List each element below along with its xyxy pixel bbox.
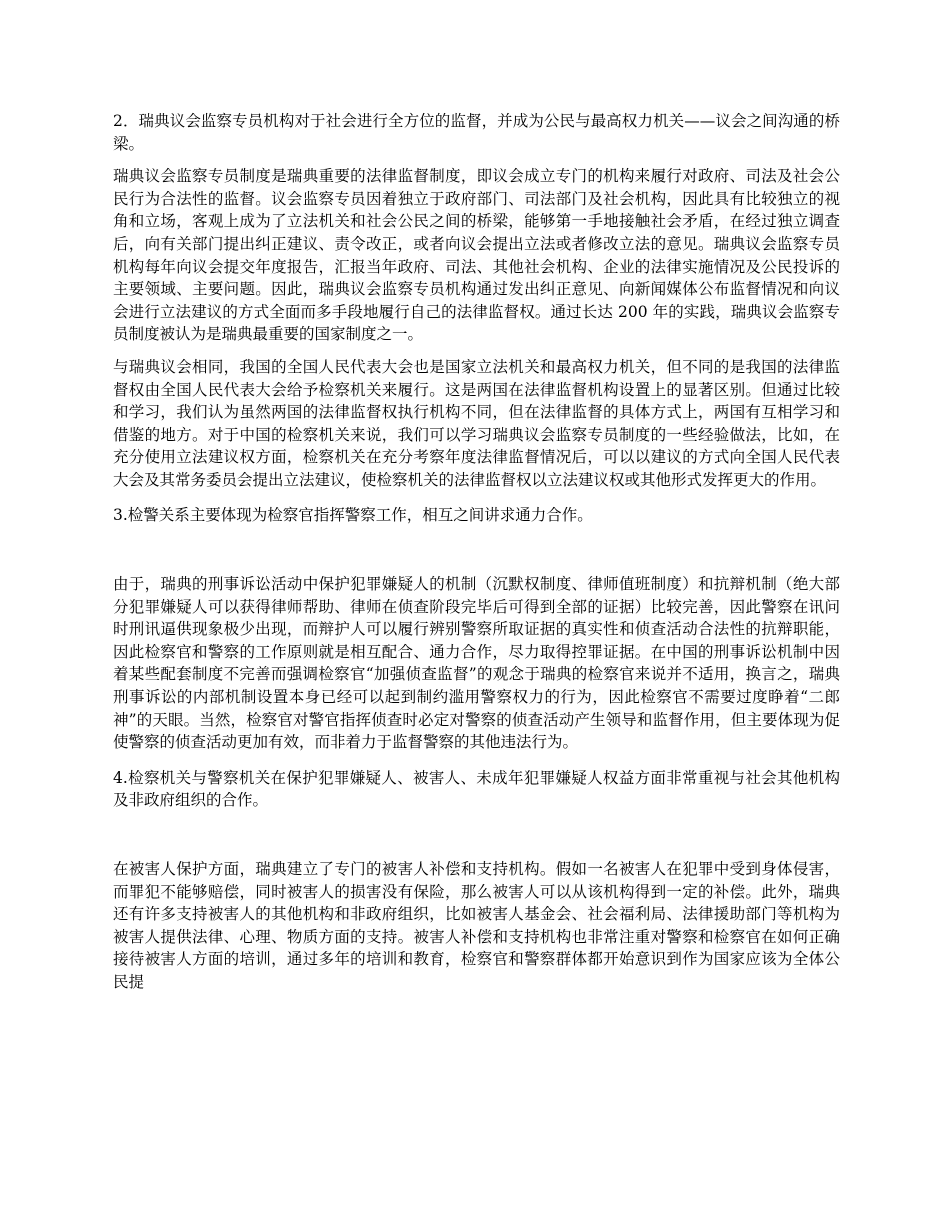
section-heading-3: 3.检警关系主要体现为检察官指挥警察工作，相互之间讲求通力合作。 bbox=[113, 505, 593, 524]
paragraph-prosecutor-police: 由于，瑞典的刑事诉讼活动中保护犯罪嫌疑人的机制（沉默权制度、律师值班制度）和抗辩机制（绝大部分犯罪嫌疑人可以获得律师帮助、律师在侦查阶段完毕后可得到全部的证据）比较完善，因此警察在讯问时刑讯逼供现象极少出现，而辩护人可以履行辨别警察所取证据的真实性和侦查活动合法性的抗辩职能，因此检察官和警察的工作原则就是相互配合、通力合作，尽力取得控罪证据。在中国的刑事诉讼机制中因着某些配套制度不完善而强调检察官“加强侦查监督”的观念于瑞典的检察官来说并不适用，换言之，瑞典刑事诉讼的内部机制设置本身已经可以起到制约滥用警察权力的行为，因此检察官不需要过度睁着“二郎神”的天眼。当然，检察官对警官指挥侦查时必定对警察的侦查活动产生领导和监督作用，但主要体现为促使警察的侦查活动更加有效，而非着力于监督警察的其他违法行为。 bbox=[113, 575, 840, 752]
paragraph-china-comparison: 与瑞典议会相同，我国的全国人民代表大会也是国家立法机关和最高权力机关，但不同的是我国的法律监督权由全国人民代表大会给予检察机关来履行。这是两国在法律监督机构设置上的显著区别。但通过比较和学习，我们认为虽然两国的法律监督权执行机构不同，但在法律监督的具体方式上，两国有互相学习和借鉴的地方。对于中国的检察机关来说，我们可以学习瑞典议会监察专员制度的一些经验做法，比如，在充分使用立法建议权方面，检察机关在充分考察年度法律监督情况后，可以以建议的方式向全国人民代表大会及其常务委员会提出立法建议，使检察机关的法律监督权以立法建议权或其他形式发挥更大的作用。 bbox=[113, 357, 840, 489]
section-heading-4: 4.检察机关与警察机关在保护犯罪嫌疑人、被害人、未成年犯罪嫌疑人权益方面非常重视与社会其他机构及非政府组织的合作。 bbox=[113, 768, 840, 810]
document-page bbox=[113, 110, 840, 994]
paragraph-ombudsman-system: 瑞典议会监察专员制度是瑞典重要的法律监督制度，即议会成立专门的机构来履行对政府、司法及社会公民行为合法性的监督。议会监察专员因着独立于政府部门、司法部门及社会机构，因此具有比较独立的视角和立场，客观上成为了立法机关和社会公民之间的桥梁，能够第一手地接触社会矛盾，在经过独立调查后，向有关部门提出纠正建议、责令改正，或者向议会提出立法或者修改立法的意见。瑞典议会监察专员机构每年向议会提交年度报告，汇报当年政府、司法、其他社会机构、企业的法律实施情况及公民投诉的主要领域、主要问题。因此，瑞典议会监察专员机构通过发出纠正意见、向新闻媒体公布监督情况和向议会进行立法建议的方式全面而多手段地履行自己的法律监督权。通过长达 200 年的实践，瑞典议会监察专员制度被认为是瑞典最重要的国家制度之一。 bbox=[113, 167, 840, 344]
paragraph-victim-protection: 在被害人保护方面，瑞典建立了专门的被害人补偿和支持机构。假如一名被害人在犯罪中受到身体侵害，而罪犯不能够赔偿，同时被害人的损害没有保险，那么被害人可以从该机构得到一定的补偿。此外，瑞典还有许多支持被害人的其他机构和非政府组织，比如被害人基金会、社会福利局、法律援助部门等机构为被害人提供法律、心理、物质方面的支持。被害人补偿和支持机构也非常注重对警察和检察官在如何正确接待被害人方面的培训，通过多年的培训和教育，检察官和警察群体都开始意识到作为国家应该为全体公民提 bbox=[113, 860, 840, 991]
section-heading-2: 2．瑞典议会监察专员机构对于社会进行全方位的监督，并成为公民与最高权力机关——议会之间沟通的桥梁。 bbox=[113, 112, 840, 153]
